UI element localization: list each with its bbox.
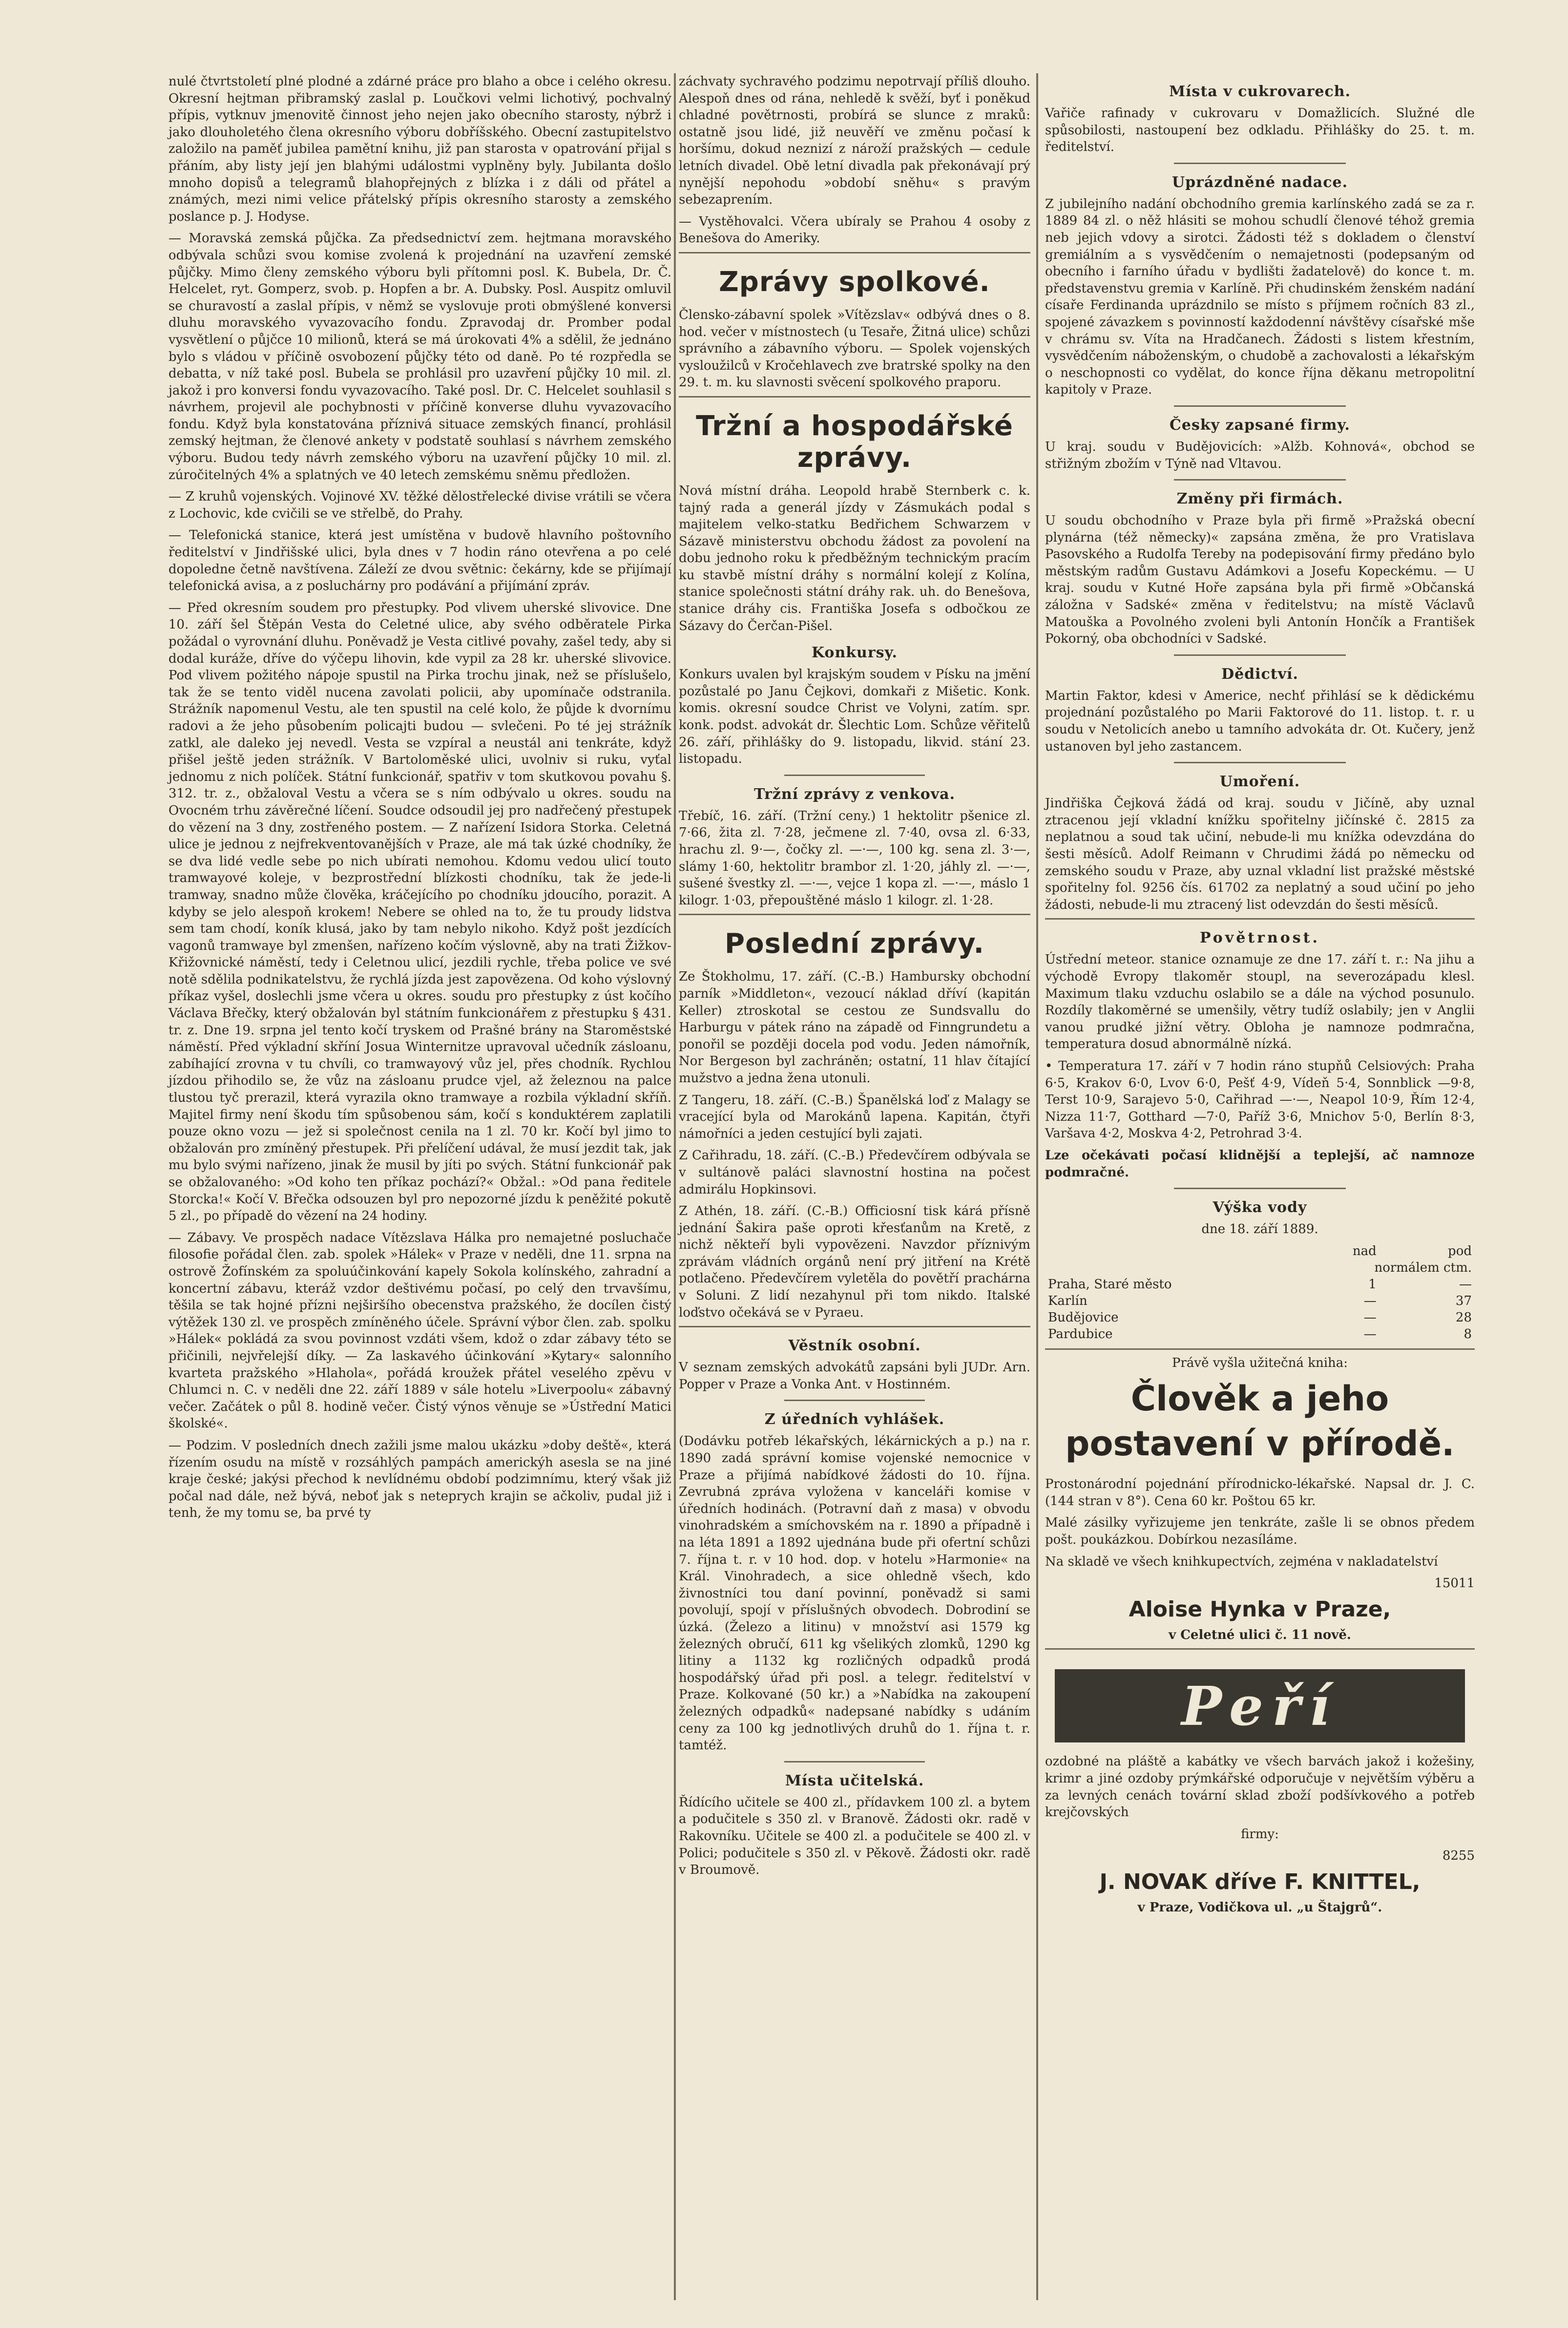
table-cell: — bbox=[1363, 1310, 1377, 1325]
firm-label: firmy: bbox=[1241, 1826, 1279, 1842]
divider bbox=[1174, 405, 1346, 407]
paragraph: U soudu obchodního v Praze byla při firmě »Pražská obecní plynárna (též německy)« zapsána změna, že pro Vratislava Pasovského a Rudolfa Tereby na podepisování firmy předáno bylo městským radům Gustavu Adámkovi a Josefu Kopeckému. — U kraj. soudu v Kutné Hoře zapsána byla při firmě »Občanská záložna v Sadské« změna v ředitelstvu; na místě Václavů Matouška a Povolného zvoleni byli Antonín Hončík a František Pokorný, oba obchodníci v Sadské. bbox=[1045, 513, 1475, 647]
divider bbox=[1174, 479, 1346, 481]
divider bbox=[1045, 1648, 1475, 1650]
publisher-address: v Celetné ulici č. 11 nově. bbox=[1169, 1627, 1351, 1642]
divider bbox=[679, 396, 1030, 398]
paragraph: Nová místní dráha. Leopold hrabě Sternberk c. k. tajný rada a generál jízdy v Zásmukách podal s majitelem velko-statku Bedřichem Schwarzem v Sázavě ministerstvu obchodu žádost za povolení na dobu jednoho roku k předběžným technickým pracím ku stavbě místní dráhy s normální kolejí z Kolína, stanice společnosti státní dráhy rak. uh. do Benešova, stanice dráhy cis. Františka Josefa s odbočkou ze Sázavy do Čerčan-Pišel. bbox=[679, 483, 1030, 633]
subsection-heading: Z úředních vyhlášek. bbox=[764, 1411, 945, 1428]
column-1 bbox=[168, 73, 671, 1527]
paragraph: Na skladě ve všech knihkupectvích, zejména v nakladatelství bbox=[1045, 1554, 1438, 1569]
table-row bbox=[1045, 1293, 1475, 1309]
table-cell: 1 bbox=[1368, 1277, 1377, 1292]
table-cell: Pardubice bbox=[1048, 1326, 1113, 1342]
column-rule bbox=[1036, 73, 1038, 2300]
table-header-row bbox=[1045, 1243, 1475, 1259]
subsection-heading: Dědictví. bbox=[1221, 665, 1298, 683]
water-level-table bbox=[1045, 1243, 1475, 1342]
col-header-normal: normálem ctm. bbox=[1374, 1260, 1472, 1275]
col-header-nad: nad bbox=[1352, 1243, 1377, 1258]
paragraph: — Telefonická stanice, která jest umístěna v budově hlavního poštovního ředitelství v Jindřišské ulici, byla dnes v 7 hodin ráno otevřena a po celé dopoledne četně navštívena. Záleží ze dvou světnic: čekárny, kde se přijímají telefonická avisa, a z posluchárny pro podávání a přijímání zpráv. bbox=[168, 528, 671, 594]
paragraph: — Moravská zemská půjčka. Za předsednictví zem. hejtmana moravského odbývala schůzi svou komise zvolená k projednání na uzavření zemské půjčky. Mimo členy zemského výboru byli přítomni posl. K. Bubela, Dr. Č. Helcelet, ryt. Gomperz, svob. p. Hopfen a br. A. Dubsky. Posl. Auspitz omluvil se churavostí a zaslal přípis, v němž se vyslovuje proti obmýšlené konversi dluhu moravského vyvazovacího fondu. Zpravodaj dr. Promber podal vysvětlení o půjčce 10 milionů, která se má úrokovati 4% a sdělil, že jednáno bylo s vládou v příčině osvobození půjčky této od daně. Po té rozpředla se debatta, v níž také posl. Bubela se prohlásil pro uzavření půjčky 10 mil. zl. jakož i pro konversi fondu vyvazovacího. Také posl. Dr. C. Helcelet souhlasil s návrhem, projevil ale pochybnosti v příčině konverse dluhu vyvazovacího fondu. Když byla konstatována příznivá situace zemských financí, prohlásil zemský hejtman, že členové ankety v podstatě souhlasí s návrhem zemského výboru. Budou tedy návrh zemského výboru na uzavření půjčky 10 mil. zl. zúročitelných 4% a splatných ve 40 letech zemskému sněmu předložen. bbox=[168, 231, 671, 482]
table-cell: Praha, Staré město bbox=[1048, 1277, 1172, 1292]
water-date: dne 18. září 1889. bbox=[1201, 1222, 1318, 1237]
book-title: Člověk a jeho postavení v přírodě. bbox=[1065, 1379, 1455, 1464]
table-cell: Karlín bbox=[1048, 1293, 1087, 1308]
book-intro: Právě vyšla užitečná kniha: bbox=[1171, 1355, 1348, 1370]
subsection-heading: Tržní zprávy z venkova. bbox=[753, 785, 956, 803]
divider bbox=[1045, 1348, 1475, 1350]
divider bbox=[679, 914, 1030, 915]
table-row bbox=[1045, 1326, 1475, 1342]
feathers-banner bbox=[1055, 1669, 1465, 1742]
section-heading: Poslední zprávy. bbox=[725, 928, 984, 960]
paragraph: V seznam zemských advokátů zapsáni byli JUDr. Arn. Popper v Praze a Vonka Ant. v Hostinném. bbox=[679, 1360, 1030, 1392]
divider bbox=[1045, 918, 1475, 920]
section-heading: Tržní a hospodářské zprávy. bbox=[696, 410, 1013, 474]
subsection-heading: Výška vody bbox=[1213, 1199, 1307, 1216]
divider bbox=[784, 1400, 925, 1401]
table-cell: 28 bbox=[1455, 1310, 1472, 1325]
paragraph: Ústřední meteor. stanice oznamuje ze dne 17. září t. r.: Na jihu a východě Evropy tlakoměr stoupl, na severozápadu klesl. Maximum tlaku vzduchu oslabilo se a dále na východ posunulo. Rozdíly tlakoměrné se umenšily, větry tudíž oslabily; jen v Anglii vanou prudké jižní větry. Obloha je namnoze podmračna, temperatura dosud abnormálně nízká. bbox=[1045, 952, 1475, 1052]
subsection-heading: Místa v cukrovarech. bbox=[1169, 83, 1351, 100]
paragraph: Malé zásilky vyřizujeme jen tenkráte, zašle li se obnos předem pošt. poukázkou. Dobírkou nezasíláme. bbox=[1045, 1515, 1475, 1548]
table-row bbox=[1045, 1309, 1475, 1326]
subsection-heading: Věstník osobní. bbox=[788, 1337, 921, 1355]
news-item: Z Cařihradu, 18. září. (C.-B.) Předevčírem odbývala se v sultánově paláci slavnostní hostina na počest admirálu Hopkinsovi. bbox=[679, 1148, 1030, 1197]
paragraph: — Podzim. V posledních dnech zažili jsme malou ukázku »doby deště«, která řízením osudu na místě v rozsáhlých pampách americkýh asesla se na jiné kraje české; jakýsi přechod k nevlídnému období podzimnímu, který však již počal nad dále, než bývá, neboť jak s neteprych krajin se ačkoliv, pudal již i tenh, že my tomu se, ba prvé ty bbox=[168, 1438, 671, 1521]
paragraph: Řídícího učitele se 400 zl., přídavkem 100 zl. a bytem a podučitele s 350 zl. v Branově. Žádosti okr. radě v Rakovníku. Učitele se 400 zl. a podučitele se 400 zl. v Polici; podučitele s 350 zl. v Pěkově. Žádosti okr. radě v Broumově. bbox=[679, 1795, 1030, 1878]
paragraph: Martin Faktor, kdesi v Americe, nechť přihlásí se k dědickému projednání pozůstalého po Marii Faktorové do 11. listop. t. r. u soudu v Netolicích anebo u tamního advokáta dr. Ot. Kučery, jenž ustanoven byl jeho zastancem. bbox=[1045, 688, 1475, 754]
subsection-heading: Místa učitelská. bbox=[785, 1772, 924, 1789]
paragraph: Třebíč, 16. září. (Tržní ceny.) 1 hektolitr pšenice zl. 7·66, žita zl. 7·28, ječmene zl. 7·40, ovsa zl. 6·33, hrachu zl. 9·—, čočky zl. —·—, 100 kg. sena zl. 3·—, slámy 1·60, hektolitr brambor zl. 1·20, jáhly zl. —·—, sušené švestky zl. —·—, vejce 1 kopa zl. —·—, máslo 1 kilogr. 1·03, přepouštěné máslo 1 kilogr. zl. 1·28. bbox=[679, 808, 1030, 908]
divider bbox=[784, 1761, 925, 1762]
subsection-heading: Změny při firmách. bbox=[1176, 490, 1343, 508]
paragraph: — Před okresním soudem pro přestupky. Pod vlivem uherské slivovice. Dne 10. září šel Štěpán Vesta do Celetné ulice, aby svého odběratele Pirka požádal o vyrovnání dluhu. Poněvadž je Vesta citlivé povahy, zašel tedy, aby si dodal kuráže, dříve do výčepu lihovin, kde vypil za 28 kr. uherské slivovice. Pod vlivem požitého nápoje spustil na Pirka trochu jinak, než se příslušelo, tak že se tento viděl nucena zavolati policii, aby upomínače odstranila. Strážník napomenul Vestu, ale ten spustil na celé kolo, že půjde k dvornímu radovi a že jeho působením policajti budou — svlečeni. Po té jej strážník zatkl, ale daleko jej nevedl. Vesta se vzpíral a neustál ani tenkráte, když přišel ještě jeden strážník. V Bartoloměské ulici, uvolniv si ruku, vyťal jednomu z nich políček. Státní funkcionář, spatřiv v tom skutkovou povahu §. 312. tr. z., obžaloval Vestu a včera se s ním odbývalo u okres. soudu na Ovocném trhu závěrečné líčení. Soudce odsoudil jej pro nadřečený přestupek do vězení na 3 dny, zostřeného postem. — Z nařízení Isidora Storka. Celetná ulice je jednou z nejfrekventovanějších v Praze, ale má tak úzké chodníky, že se dva lidé vedle sebe po nich ubírati nemohou. Kdomu vedou ulicí touto tramwayové koleje, v bezprostřední blízkosti chodníku, tak že jede-li tramway, snadno může člověka, kráčejícího po chodníku jdoucího, porazit. A kdyby se jelo alespoň krokem! Nebere se ohled na to, že tu proudy lidstva sem tam chodí, koník klusá, jako by tam nebylo nikoho. Když pošt jezdících vagonů tramwaye byl zmenšen, nařízeno kočím výslovně, aby na trati Žižkov-Křižovnické náměstí, tedy i Celetnou ulicí, jezdili rychle, třeba police ve své notě sdělila podnikatelstvu, že rychlá jízda jest zapovězena. Od koho výslovný příkaz vyšel, doslechli jsme včera u okres. soudu pro přestupky z úst kočího Václava Břečky, který obžalován byl státním funkcionářem z přestupku § 431. tr. z. Dne 19. srpna jel tento kočí tryskem od Prašné brány na Staroměstské náměstí. Před výkladní skříní Josua Winternitze upravoval učedník zásloanu, zabíhající zrovna v tu chvíli, co tramwayový vůz jel, přes chodník. Rychlou jízdou přihodilo se, že vůz na zásloanu prudce vjel, až železnou na palce tlustou tyč prerazil, která vyrazila okno tramwaye a rozbila výkladní skříň. Majitel firmy není škodu tím spůsobenou sám, kočí s konduktérem zaplatili pouze okno vozu — jež si společnost cenila na 1 zl. 70 kr. Kočí byl jimo to obžalován pro zmíněný přestupek. Při přelíčení udával, že musí jezdit tak, jak mu bylo svými nařízeno, jinak že musil by jíti po svých. Státní funkcionář pak se obžalovaného: »Od koho ten příkaz pochází?« Obžal.: »Od pana ředitele Storcka!« Kočí V. Břečka odsouzen byl pro nepozorné jízdu k peněžité pokutě 5 zl., po případě do vězení na 24 hodiny. bbox=[168, 600, 671, 1224]
section-heading: Zprávy spolkové. bbox=[719, 266, 990, 298]
subsection-heading: Česky zapsané firmy. bbox=[1170, 416, 1350, 434]
subsection-heading: Umoření. bbox=[1219, 773, 1300, 791]
paragraph: • Temperatura 17. září v 7 hodin ráno stupňů Celsiových: Praha 6·5, Krakov 6·0, Lvov 6·0, Pešť 4·9, Vídeň 5·4, Sonnblick —9·8, Terst 10·9, Sarajevo 5·0, Cařihrad —·—, Neapol 10·9, Řím 12·4, Nizza 11·7, Gotthard —7·0, Paříž 3·6, Mnichov 5·0, Berlín 8·3, Varšava 4·2, Moskva 4·2, Petrohrad 3·4. bbox=[1045, 1058, 1475, 1141]
column-2 bbox=[679, 73, 1030, 1884]
ad-number: 15011 bbox=[1434, 1576, 1475, 1591]
paragraph: U kraj. soudu v Budějovicích: »Alžb. Kohnová«, obchod se střižným zbožím v Týně nad Vltavou. bbox=[1045, 439, 1475, 471]
divider bbox=[1174, 163, 1346, 164]
advertiser-address: v Praze, Vodičkova ul. „u Štajgrů“. bbox=[1137, 1900, 1382, 1915]
column-rule bbox=[674, 73, 676, 2300]
subsection-heading: Uprázdněné nadace. bbox=[1171, 173, 1348, 191]
table-cell: Budějovice bbox=[1048, 1310, 1119, 1325]
subsection-heading: Povětrnost. bbox=[1200, 929, 1320, 947]
divider bbox=[784, 775, 925, 776]
paragraph: nulé čtvrtstoletí plné plodné a zdárné práce pro blaho a obce i celého okresu. Okresní hejtman přibramský zaslal p. Loučkovi velmi lichotivý, pochvalný přípis, vytknuv jmenovitě činnost jeho nejen jako obecního starosty, nýbrž i jako dlouholetého člena okresního výboru dobříšského. Obecní zastupitelstvo založilo na paměť jubilea pamětní knihu, již pan starosta v opatrování přijal s přáním, aby listy její jen blahými událostmi vyplněny byly. Jubilanta došlo mnoho dopisů a telegramů blahopřejných z blízka i z dáli od přátel a známých, mezi nimi velice přátelský přípis okresního starosty a zemského poslance p. J. Hodyse. bbox=[168, 74, 671, 224]
forecast: Lze očekávati počasí klidnější a teplejší, ač namnoze podmračné. bbox=[1045, 1148, 1475, 1180]
table-cell: — bbox=[1363, 1293, 1377, 1308]
divider bbox=[679, 252, 1030, 253]
paragraph: Vařiče rafinady v cukrovaru v Domažlicích. Služné dle spůsobilosti, nastoupení bez odkladu. Přihlášky do 25. t. m. ředitelství. bbox=[1045, 106, 1475, 155]
col-header-pod: pod bbox=[1448, 1243, 1472, 1258]
column-3 bbox=[1045, 73, 1475, 1921]
paragraph: — Vystěhovalci. Včera ubíraly se Prahou 4 osoby z Benešova do Ameriky. bbox=[679, 214, 1030, 246]
divider bbox=[1174, 1188, 1346, 1189]
table-cell: — bbox=[1459, 1277, 1472, 1292]
paragraph: (Dodávku potřeb lékařských, lékárnických a p.) na r. 1890 zadá správní komise vojenské nemocnice v Praze a přijímá nabídkové žádosti do 10. října. Zevrubná zpráva vyložena v kanceláři komise v úředních hodinách. (Potravní daň z masa) v obvodu vinohradském a smíchovském na r. 1890 a případně i na léta 1891 a 1892 ujednána bude při ofertní schůzi 7. října t. r. v 10 hod. dop. v hotelu »Harmonie« na Král. Vinohradech, a sice ohledně všech, kdo živnostníci tou daní povinní, poněvadž si sami povolují, spojí v příslušných obvodech. Dobrodiní se úzká. (Železo a litinu) v množství asi 1579 kg železných obručí, 611 kg všelikých zlomků, 1290 kg litiny a 1132 kg rozličných odpadků prodá hospodářský úřad při posl. a telegr. ředitelství v Praze. Kolkované (50 kr.) a »Nabídka na zakoupení železných odpadků« nadepsané nabídky s udáním ceny za 100 kg jednotlivých druhů do 1. října t. r. tamtéž. bbox=[679, 1434, 1030, 1753]
table-cell: — bbox=[1363, 1326, 1377, 1342]
news-item: Z Athén, 18. září. (C.-B.) Officiosní tisk kárá přísně jednání Šakira paše oproti křesťanům na Kretě, z nichž někteří byli vypovězeni. Navzdor příznivým zprávám vládních orgánů není prý jitření na Krétě potlačeno. Předevčírem vyletěla do povětří prachárna v Soluni. Z lidí nezahynul při tom nikdo. Italské loďstvo očekává se v Pyraeu. bbox=[679, 1204, 1030, 1320]
divider bbox=[679, 1326, 1030, 1327]
paragraph: záchvaty sychravého podzimu nepotrvají příliš dlouho. Alespoň dnes od rána, nehledě k svěží, byť i poněkud chladné povětrnosti, probírá se slunce z mraků: ostatně jsou lidé, již neuvěří ve změnu počasí k horšímu, dokud neznizí z nároží pražských — cedule letních divadel. Obě letní divadla pak překonávají prý nynější nepohodu »období sněhu« s pravým sebezaprením. bbox=[679, 74, 1030, 208]
banner-text: Peří bbox=[1181, 1674, 1338, 1738]
divider bbox=[1174, 654, 1346, 656]
paragraph: — Zábavy. Ve prospěch nadace Vítězslava Hálka pro nemajetné posluchače filosofie pořádal člen. zab. spolek »Hálek« v Praze v neděli, dne 11. srpna na ostrově Žofínském za spoluúčinkování kapely Sokola kolínského, zahradní a koncertní zábavu, kteráž vzdor deštivému počasí, po celý den trvavšímu, těšila se tak hojné přízni nejširšího obecenstva pražského, že docílen čistý výtěžek 130 zl. ve prospěch zmíněného účele. Správní výbor člen. zab. spolku »Hálek« pokládá za svou povinnost vzdáti všem, kdož o zdar zábavy této se přičinili, nejvřelejší díky. — Za laskavého účinkování »Kytary« salonního kvarteta pražského »Hlahola«, pořádá kroužek přátel veselého zpěvu v Chlumci n. C. v neděli dne 22. září 1889 v sále hotelu »Liverpoolu« zábavný večer. Začátek o půl 8. hodině večer. Čistý výnos věnuje se »Ústřední Matici školské«. bbox=[168, 1230, 671, 1431]
paragraph: Konkurs uvalen byl krajským soudem v Písku na jmění pozůstalé po Janu Čejkovi, domkaři z Mišetic. Konk. komis. okresní soudce Christ ve Volyni, zatím. spr. konk. podst. advokát dr. Šlechtic Lom. Schůze věřitelů 26. září, přihlášky do 9. listopadu, likvid. stání 23. listopadu. bbox=[679, 667, 1030, 767]
table-header-row bbox=[1045, 1259, 1475, 1276]
paragraph: — Z kruhů vojenských. Vojinové XV. těžké dělostřelecké divise vrátili se včera z Lochovic, kde cvičili se ve střelbě, do Prahy. bbox=[168, 489, 671, 521]
paragraph: Člensko-zábavní spolek »Vítězslav« odbývá dnes o 8. hod. večer v místnostech (u Tesaře, Žitná ulice) schůzi správního a zábavního výboru. — Spolek vojenských vysloužilců v Kročehlavech zve bratrské spolky na den 29. t. m. ku slavnosti svěcení spolkového praporu. bbox=[679, 307, 1030, 390]
paragraph: Jindřiška Čejková žádá od kraj. soudu v Jičíně, aby uznal ztracenou její vkladní knížku spořitelny jičínské č. 2815 za neplatnou a soud tak učiní, nebude-li mu knížka odevzdána do šesti měsíců. Adolf Reimann v Chrudimi žádá po německu od zemského soudu v Praze, aby uznal vkladní list pražské městské spořitelny fol. 9256 čís. 61702 za neplatný a soud učiní po jeho žádosti, nebude-li mu ztracený list odevzdán do šesti měsíců. bbox=[1045, 796, 1475, 912]
table-row bbox=[1045, 1276, 1475, 1293]
divider bbox=[1174, 762, 1346, 763]
table-cell: 37 bbox=[1455, 1293, 1472, 1308]
publisher-name: Aloise Hynka v Praze, bbox=[1129, 1596, 1391, 1622]
table-cell: 8 bbox=[1463, 1326, 1472, 1342]
news-item: Ze Štokholmu, 17. září. (C.-B.) Hambursky obchodní parník »Middleton«, vezoucí náklad dříví (kapitán Keller) ztroskotal se cestou ze Sundsvallu do Harburgu v pátek ráno na západě od Finngrundetu a ponořil se později docela pod vodu. Jeden námořník, Nor Bergeson byl zachráněn; ostatní, 11 hlav čítající mužstvo a jedna žena utonuli. bbox=[679, 969, 1030, 1086]
advertiser-name: J. NOVAK dříve F. KNITTEL, bbox=[1099, 1869, 1421, 1894]
news-item: Z Tangeru, 18. září. (C.-B.) Španělská loď z Malagy se vracející byla od Marokánů lapena. Kapitán, čtyři námořníci a jeden cestující byli zajati. bbox=[679, 1092, 1030, 1141]
subsection-heading: Konkursy. bbox=[812, 644, 898, 662]
paragraph: ozdobné na pláště a kabátky ve všech barvách jakož i kožešiny, krimr a jiné ozdoby prýmkářské odporučuje v největším výběru a za levných cenách tovární sklad zboží podšívkového a potřeb krejčovských bbox=[1045, 1754, 1475, 1820]
paragraph: Prostonárodní pojednání přírodnicko-lékařské. Napsal dr. J. C. (144 stran v 8°). Cena 60 kr. Poštou 65 kr. bbox=[1045, 1477, 1475, 1509]
ad-number: 8255 bbox=[1442, 1848, 1475, 1864]
paragraph: Z jubilejního nadání obchodního gremia karlínského zadá se za r. 1889 84 zl. o něž hlásiti se mohou schudlí členové téhož gremia neb jejich vdovy a sirotci. Žádosti též s dokladem o členství gremiálním a s vysvědčením o nemajetnosti (podepsaným od obecního i farního úřadu v bydlišti žadatelově) do konce t. m. představenstvu gremia v Karlíně. Při chudinském ženském nadání císaře Ferdinanda uprázdnilo se místo s příjmem ročních 83 zl., spojené závazkem s povinností každodenní návštěvy císařské mše v chrámu sv. Víta na Hradčanech. Žádosti s listem křestním, vysvědčením náboženským, o chudobě a zachovalosti a lékařským o neschopnosti co vydělat, do konce října děkanu metropolitní kapitoly v Praze. bbox=[1045, 196, 1475, 398]
